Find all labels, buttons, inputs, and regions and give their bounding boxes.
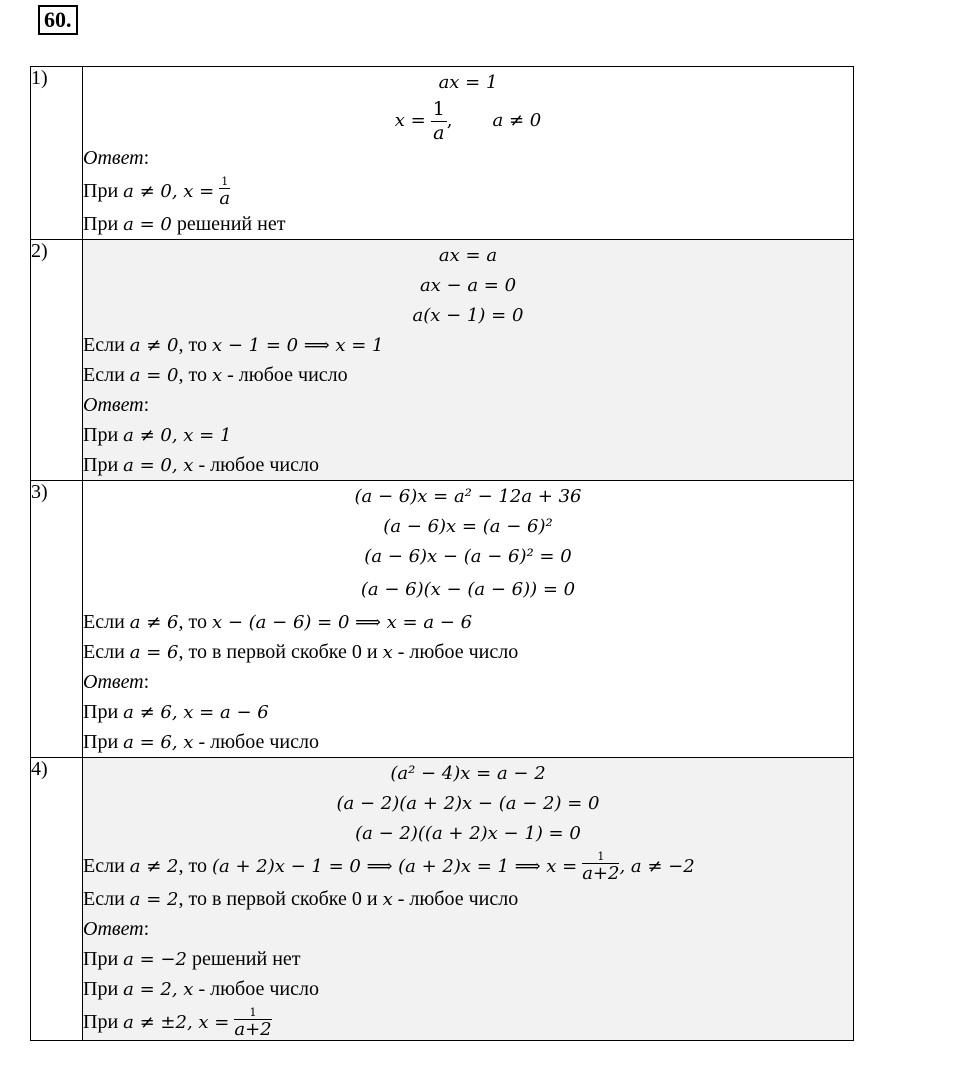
- section-number: 3): [31, 481, 83, 758]
- case-line: Если a ≠ 0, то x − 1 = 0 ⟹ x = 1: [83, 334, 384, 356]
- case-line: Если a = 2, то в первой скобке 0 и x - любое число: [83, 888, 519, 910]
- section-body: [83, 240, 854, 481]
- fraction: $\frac{1}{a+2}$: [234, 1006, 272, 1041]
- section-body: [83, 758, 854, 1041]
- equation: ax − a = 0: [419, 275, 517, 296]
- answer-label: Ответ:: [83, 394, 150, 416]
- case-line: Если a = 6, то в первой скобке 0 и x - любое число: [83, 641, 519, 663]
- case-line: Если a ≠ 2, то (a + 2)x − 1 = 0 ⟹ (a + 2)x = 1 ⟹ x = $\frac{1}{a+2}$ , a ≠ −2: [83, 850, 695, 885]
- equation: ax = 1: [438, 72, 498, 93]
- section-number: 4): [31, 758, 83, 1041]
- fraction: $\frac{1}{a}$: [432, 97, 445, 144]
- section-1: [31, 67, 854, 240]
- equation: ax = a: [438, 245, 498, 266]
- case-line: Если a = 0, то x - любое число: [83, 364, 348, 386]
- equation: (a² − 4)x = a − 2: [390, 763, 546, 784]
- equation: x = $\frac{1}{a}$ , a ≠ 0: [394, 97, 542, 144]
- problem-number: 60.: [38, 5, 78, 35]
- equation: (a − 2)((a + 2)x − 1) = 0: [355, 823, 581, 844]
- equation: a(x − 1) = 0: [412, 305, 524, 326]
- solution-table: [30, 66, 854, 1041]
- section-body: [83, 67, 854, 240]
- answer-line: При a = 6, x - любое число: [83, 731, 319, 753]
- section-number: 2): [31, 240, 83, 481]
- section-3: [31, 481, 854, 758]
- section-2: [31, 240, 854, 481]
- answer-line: При a ≠ 6, x = a − 6: [83, 701, 269, 723]
- answer-line: При a = −2 решений нет: [83, 948, 301, 970]
- equation: (a − 6)x − (a − 6)² = 0: [364, 546, 572, 567]
- section-4: [31, 758, 854, 1041]
- section-body: [83, 481, 854, 758]
- answer-line: При a ≠ ±2, x = $\frac{1}{a+2}$: [83, 1006, 272, 1041]
- equation: (a − 6)(x − (a − 6)) = 0: [360, 579, 576, 600]
- answer-label: Ответ:: [83, 147, 150, 169]
- equation: (a − 6)x = a² − 12a + 36: [354, 486, 582, 507]
- section-number: 1): [31, 67, 83, 240]
- equation: (a − 2)(a + 2)x − (a − 2) = 0: [336, 793, 600, 814]
- answer-line: При a = 0 решений нет: [83, 213, 286, 235]
- answer-line: При a ≠ 0, x = 1: [83, 424, 232, 446]
- case-line: Если a ≠ 6, то x − (a − 6) = 0 ⟹ x = a − 6: [83, 611, 473, 633]
- fraction: $\frac{1}{a}$: [219, 175, 231, 210]
- answer-line: При a = 2, x - любое число: [83, 978, 319, 1000]
- answer-line: При a = 0, x - любое число: [83, 454, 319, 476]
- answer-label: Ответ:: [83, 671, 150, 693]
- equation: (a − 6)x = (a − 6)²: [383, 516, 553, 537]
- fraction: $\frac{1}{a+2}$: [582, 850, 620, 885]
- answer-line: При a ≠ 0, x = $\frac{1}{a}$: [83, 175, 231, 210]
- answer-label: Ответ:: [83, 918, 150, 940]
